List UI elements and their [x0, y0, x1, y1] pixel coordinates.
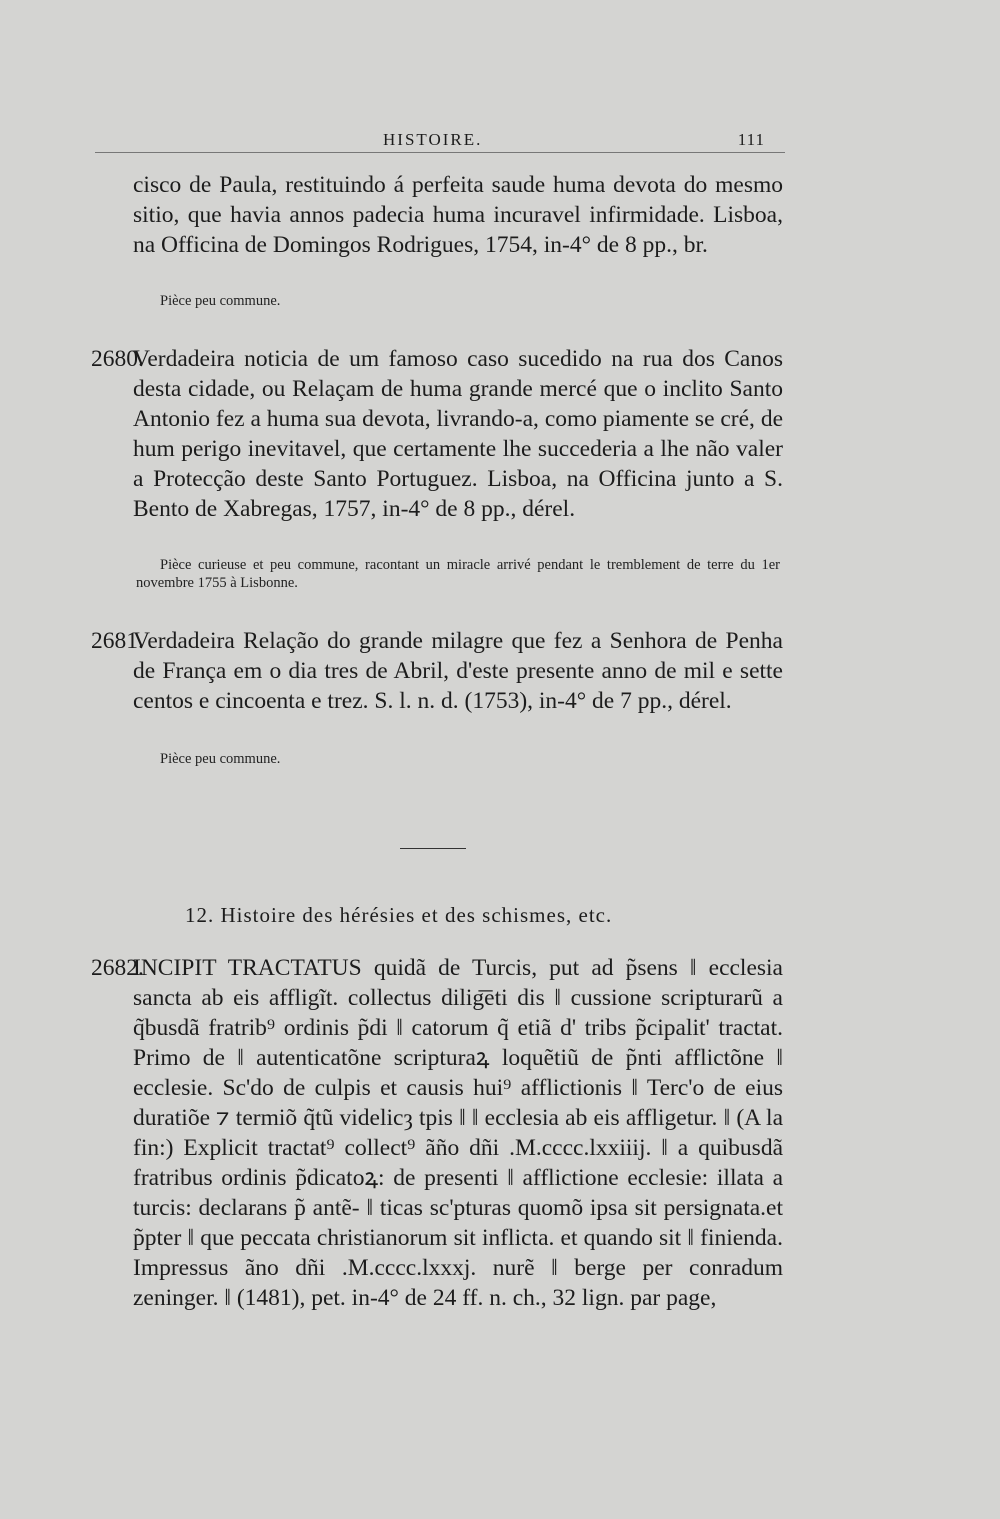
section-title: 12. Histoire des hérésies et des schismes, etc. — [185, 903, 613, 927]
entry-2681-text: Verdadeira Relação do grande milagre que fez a Senhora de Penha de França em o dia tres de Abril, d'este presente anno de mil e sette centos e cincoenta e trez. S. l. n. d. (1753), in-4° de 7 pp., dérel. — [133, 628, 783, 714]
entry-2682-number: 2682. — [91, 955, 144, 981]
entry-2682 — [91, 953, 783, 1313]
entry-2680-text: Verdadeira noticia de um famoso caso sucedido na rua dos Canos desta cidade, ou Relaçam de huma grande mercé que o inclito Santo Antonio fez a huma sua devota, livrando-a, como piamente se cré, de hum perigo inevitavel, que certamente lhe succederia a lhe não valer a Protecção deste Santo Portuguez. Lisboa, na Officina junto a S. Bento de Xabregas, 1757, in-4° de 8 pp., dérel. — [133, 346, 783, 522]
entry-2680-note: Pièce curieuse et peu commune, racontant un miracle arrivé pendant le tremblement de terre du 1er novembre 1755 à Lisbonne. — [136, 557, 780, 591]
entry-continuation-text: cisco de Paula, restituindo á perfeita saude huma devota do mesmo sitio, que havia annos padecia huma incuravel infirmidade. Lisboa, na Officina de Domingos Rodrigues, 1754, in-4° de 8 pp., br. — [133, 172, 783, 258]
running-header — [95, 128, 785, 153]
page-number: 111 — [737, 130, 765, 149]
entry-2681 — [91, 626, 783, 716]
entry-2680 — [91, 344, 783, 524]
section-divider — [400, 848, 466, 849]
entry-2681-note: Pièce peu commune. — [160, 751, 281, 767]
header-title: HISTOIRE. — [383, 130, 483, 149]
entry-2682-text: INCIPIT TRACTATUS quidã de Turcis, put ad p̃sens ‖ ecclesia sancta ab eis affligĩt. collectus dilig͞eti dis ‖ cussione scripturarũ a q̃busdã fratrib⁹ ordinis p̃di ‖ catorum q̃ etiã d' tribs p̃cipalit' tractat. Primo de ‖ autenticatõne scripturaꝝ loquẽtiũ de p̃nti afflictõne ‖ ecclesie. Sc'do de culpis et causis hui⁹ afflictionis ‖ Terc'o de eius duratiõe ⁊ termiõ q̃tũ videlicȝ tpis ‖ ‖ ecclesia ab eis affligetur. ‖ (A la fin:) Explicit tractat⁹ collect⁹ ãño dñi .M.cccc.lxxiiij. ‖ a quibusdã fratribus ordinis p̃dicatoꝝ: de presenti ‖ afflictione ecclesie: illata a turcis: declarans p̃ antẽ- ‖ ticas sc'pturas quomõ ipsa sit persignata.et p̃pter ‖ que peccata christianorum sit inflicta. et quando sit ‖ finienda. Impressus ãno dñi .M.cccc.lxxxj. nurẽ ‖ berge per conradum zeninger. ‖ (1481), pet. in-4° de 24 ff. n. ch., 32 lign. par page, — [133, 955, 783, 1311]
entry-2680-number: 2680. — [91, 346, 144, 372]
entry-2681-number: 2681. — [91, 628, 144, 654]
entry-continuation-note: Pièce peu commune. — [160, 293, 281, 309]
